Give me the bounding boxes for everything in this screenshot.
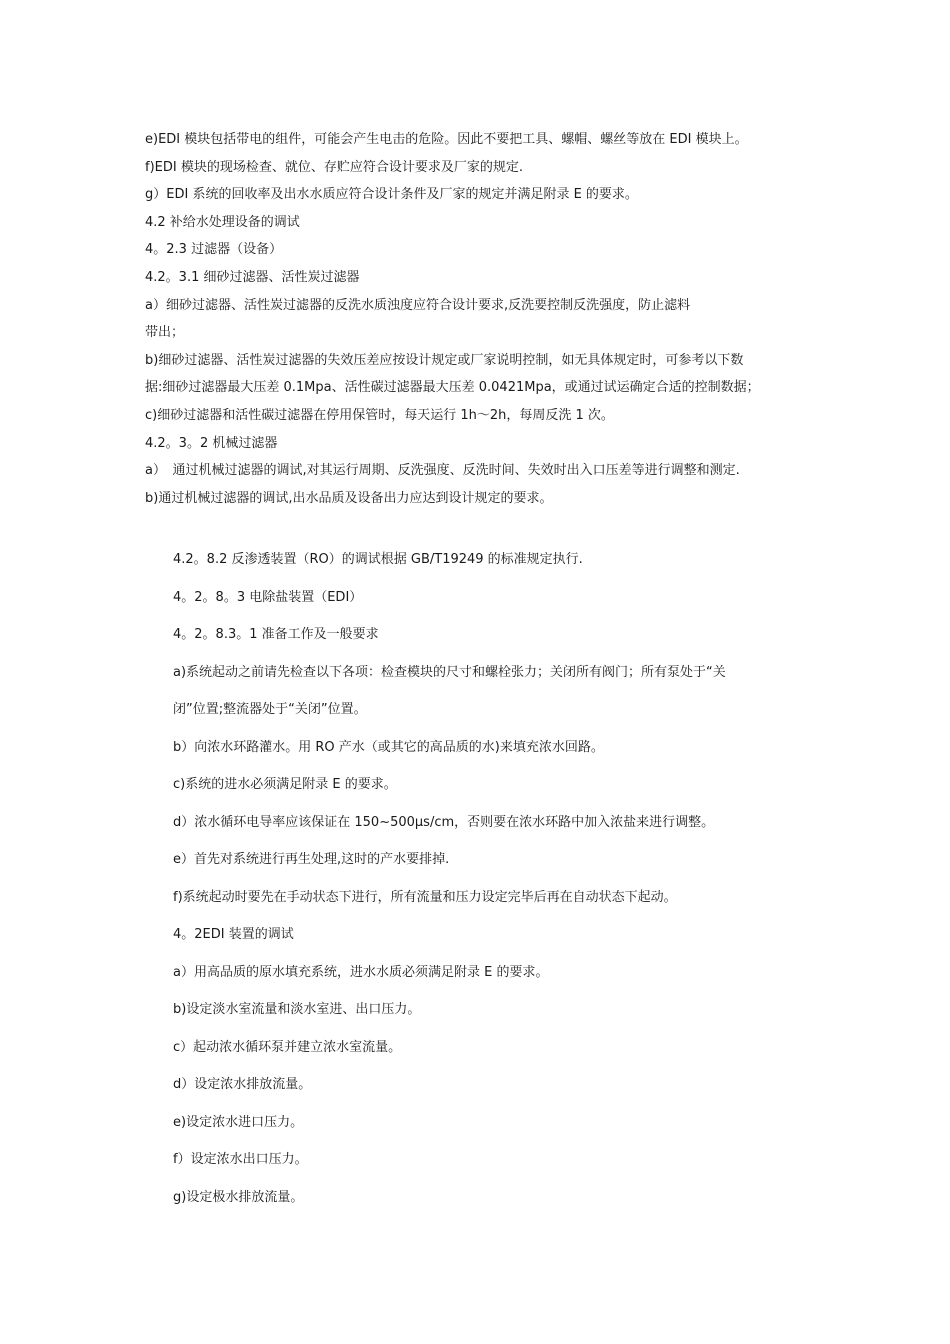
text-line: a)系统起动之前请先检查以下各项：检查模块的尺寸和螺栓张力；关闭所有阀门；所有泵处于“关 — [173, 664, 726, 680]
section-heading: 4.2。3。2 机械过滤器 — [145, 435, 278, 451]
text-line: c)系统的进水必须满足附录 E 的要求。 — [173, 777, 397, 792]
text-line: e)EDI 模块包括带电的组件，可能会产生电击的危险。因此不要把工具、螺帽、螺丝等放在 EDI 模块上。 — [145, 132, 748, 147]
text-line: e）首先对系统进行再生处理,这时的产水要排掉. — [173, 852, 450, 867]
text-line: b)细砂过滤器、活性炭过滤器的失效压差应按设计规定或厂家说明控制，如无具体规定时，可参考以下数 — [145, 352, 744, 368]
text-line: a）细砂过滤器、活性炭过滤器的反洗水质浊度应符合设计要求,反洗要控制反洗强度，防止滤料 — [145, 297, 691, 313]
text-block-lower — [173, 541, 813, 1216]
section-heading: 4。2EDI 装置的调试 — [173, 927, 294, 942]
text-block-upper — [145, 126, 815, 512]
section-heading: 4。2。8。3 电除盐装置（EDI） — [173, 589, 363, 605]
text-line: f)EDI 模块的现场检查、就位、存贮应符合设计要求及厂家的规定. — [145, 159, 523, 175]
text-line: d）设定浓水排放流量。 — [173, 1077, 312, 1092]
text-line: e)设定浓水进口压力。 — [173, 1114, 304, 1130]
text-line: f）设定浓水出口压力。 — [173, 1152, 308, 1167]
text-line: 4.2。8.2 反渗透装置（RO）的调试根据 GB/T19249 的标准规定执行. — [173, 552, 583, 567]
section-heading: 4.2。3.1 细砂过滤器、活性炭过滤器 — [145, 269, 360, 285]
text-line: c）起动浓水循环泵并建立浓水室流量。 — [173, 1039, 402, 1055]
text-line: a）用高品质的原水填充系统，进水水质必须满足附录 E 的要求。 — [173, 964, 549, 980]
text-line: b)设定淡水室流量和淡水室进、出口压力。 — [173, 1002, 421, 1017]
text-line: f)系统起动时要先在手动状态下进行，所有流量和压力设定完毕后再在自动状态下起动。 — [173, 889, 677, 905]
text-line: 带出； — [145, 325, 185, 341]
text-line: d）浓水循环电导率应该保证在 150~500μs/cm，否则要在浓水环路中加入浓盐来进行调整。 — [173, 814, 715, 830]
text-line: g）EDI 系统的回收率及出水水质应符合设计条件及厂家的规定并满足附录 E 的要求。 — [145, 187, 638, 203]
text-line: 闭”位置;整流器处于“关闭”位置。 — [173, 702, 367, 717]
section-heading: 4。2.3 过滤器（设备） — [145, 242, 283, 258]
section-heading: 4.2 补给水处理设备的调试 — [145, 214, 300, 230]
text-line: b）向浓水环路灌水。用 RO 产水（或其它的高品质的水)来填充浓水回路。 — [173, 739, 604, 755]
text-line: a） 通过机械过滤器的调试,对其运行周期、反洗强度、反洗时间、失效时出入口压差等进行调整和测定. — [145, 463, 740, 479]
text-line: b)通过机械过滤器的调试,出水品质及设备出力应达到设计规定的要求。 — [145, 490, 553, 506]
text-line: c)细砂过滤器和活性碳过滤器在停用保管时，每天运行 1h～2h，每周反洗 1 次。 — [145, 407, 614, 423]
section-heading: 4。2。8.3。1 准备工作及一般要求 — [173, 627, 379, 642]
text-line: 据:细砂过滤器最大压差 0.1Mpa、活性碳过滤器最大压差 0.0421Mpa，或通过试运确定合适的控制数据； — [145, 380, 760, 396]
text-line: g)设定极水排放流量。 — [173, 1189, 304, 1205]
